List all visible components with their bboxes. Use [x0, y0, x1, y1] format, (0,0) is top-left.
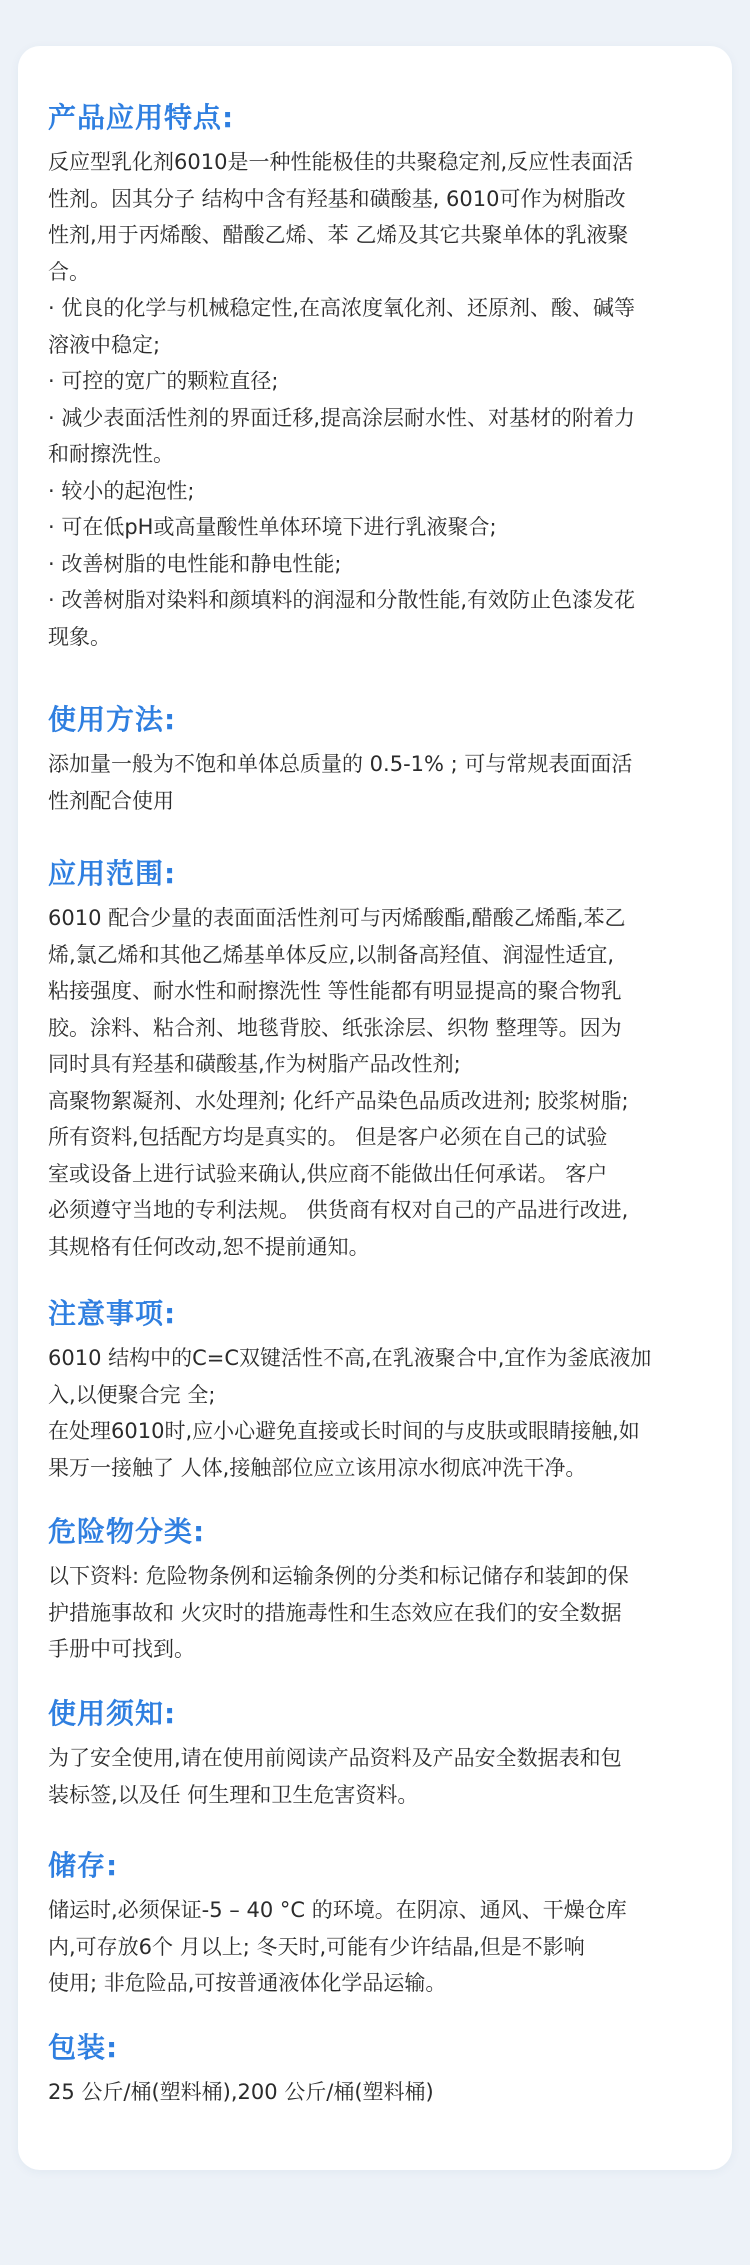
text-line: · 可控的宽广的颗粒直径; [48, 369, 279, 393]
text-line: · 可在低pH或高量酸性单体环境下进行乳液聚合; [48, 515, 497, 539]
text-line: 必须遵守当地的专利法规。 供货商有权对自己的产品进行改进, [48, 1198, 629, 1222]
section-body [48, 1558, 708, 1668]
section-heading: 注意事项: [48, 1297, 177, 1330]
product-info-card [18, 46, 732, 2170]
text-line: · 改善树脂的电性能和静电性能; [48, 551, 342, 576]
text-line: 入,以便聚合完 全; [48, 1382, 216, 1407]
text-line: 添加量一般为不饱和单体总质量的 0.5-1% ; 可与常规表面面活 [48, 752, 633, 776]
text-line: 高聚物絮凝剂、水处理剂; 化纤产品染色品质改进剂; 胶浆树脂; [48, 1088, 629, 1113]
section-heading: 包装: [48, 2031, 119, 2064]
section-heading: 产品应用特点: [48, 101, 235, 134]
text-line: 为了安全使用,请在使用前阅读产品资料及产品安全数据表和包 [48, 1746, 622, 1770]
text-line: 果万一接触了 人体,接触部位应立该用凉水彻底冲洗干净。 [48, 1455, 587, 1480]
text-line: 粘接强度、耐水性和耐擦洗性 等性能都有明显提高的聚合物乳 [48, 979, 622, 1003]
text-line: 25 公斤/桶(塑料桶),200 公斤/桶(塑料桶) [48, 2080, 434, 2104]
section-packaging [48, 2028, 708, 2111]
section-heading: 储存: [48, 1849, 119, 1882]
text-line: 性剂配合使用 [48, 788, 174, 813]
text-line: 所有资料,包括配方均是真实的。 但是客户必须在自己的试验 [48, 1125, 608, 1149]
text-line: 护措施事故和 火灾时的措施毒性和生态效应在我们的安全数据 [48, 1600, 622, 1625]
text-line: 性剂,用于丙烯酸、醋酸乙烯、苯 乙烯及其它共聚单体的乳液聚 [48, 223, 629, 247]
section-body [48, 746, 708, 819]
section-heading: 使用方法: [48, 703, 177, 736]
text-line: 烯,氯乙烯和其他乙烯基单体反应,以制备高羟值、润湿性适宜, [48, 942, 615, 967]
section-usage-notice [48, 1694, 708, 1813]
section-usage [48, 700, 708, 819]
text-line: 以下资料: 危险物条例和运输条例的分类和标记储存和装卸的保 [48, 1564, 629, 1588]
text-line: 性剂。因其分子 结构中含有羟基和磺酸基, 6010可作为树脂改 [48, 186, 626, 211]
section-hazard-classification [48, 1512, 708, 1668]
text-line: 使用; 非危险品,可按普通液体化学品运输。 [48, 1971, 447, 1995]
section-body [48, 2074, 708, 2111]
text-line: 室或设备上进行试验来确认,供应商不能做出任何承诺。 客户 [48, 1161, 608, 1186]
section-features [48, 98, 708, 655]
text-line: 储运时,必须保证-5 – 40 °C 的环境。在阴凉、通风、干燥仓库 [48, 1898, 627, 1922]
text-line: · 较小的起泡性; [48, 478, 195, 503]
text-line: 6010 配合少量的表面面活性剂可与丙烯酸酯,醋酸乙烯酯,苯乙 [48, 906, 626, 930]
text-line: 装标签,以及任 何生理和卫生危害资料。 [48, 1782, 419, 1807]
section-precautions [48, 1294, 708, 1486]
text-line: 同时具有羟基和磺酸基,作为树脂产品改性剂; [48, 1052, 461, 1076]
text-line: 手册中可找到。 [48, 1637, 195, 1661]
section-heading: 应用范围: [48, 857, 177, 890]
section-body [48, 144, 708, 655]
section-body [48, 900, 708, 1265]
text-line: 合。 [48, 259, 90, 284]
text-line: · 减少表面活性剂的界面迁移,提高涂层耐水性、对基材的附着力 [48, 405, 636, 430]
text-line: · 优良的化学与机械稳定性,在高浓度氧化剂、还原剂、酸、碱等 [48, 296, 636, 320]
section-body [48, 1340, 708, 1486]
text-line: 在处理6010时,应小心避免直接或长时间的与皮肤或眼睛接触,如 [48, 1419, 640, 1443]
text-line: 现象。 [48, 624, 111, 649]
text-line: 胶。涂料、粘合剂、地毯背胶、纸张涂层、织物 整理等。因为 [48, 1015, 622, 1040]
text-line: · 改善树脂对染料和颜填料的润湿和分散性能,有效防止色漆发花 [48, 588, 636, 612]
text-line: 内,可存放6个 月以上; 冬天时,可能有少许结晶,但是不影响 [48, 1934, 585, 1959]
text-line: 其规格有任何改动,恕不提前通知。 [48, 1234, 370, 1259]
text-line: 6010 结构中的C=C双键活性不高,在乳液聚合中,宜作为釜底液加 [48, 1346, 652, 1370]
text-line: 反应型乳化剂6010是一种性能极佳的共聚稳定剂,反应性表面活 [48, 150, 634, 174]
text-line: 和耐擦洗性。 [48, 442, 174, 466]
section-heading: 危险物分类: [48, 1515, 206, 1548]
section-storage [48, 1846, 708, 2002]
text-line: 溶液中稳定; [48, 332, 161, 357]
section-application [48, 854, 708, 1265]
section-body [48, 1892, 708, 2002]
section-body [48, 1740, 708, 1813]
section-heading: 使用须知: [48, 1697, 177, 1730]
